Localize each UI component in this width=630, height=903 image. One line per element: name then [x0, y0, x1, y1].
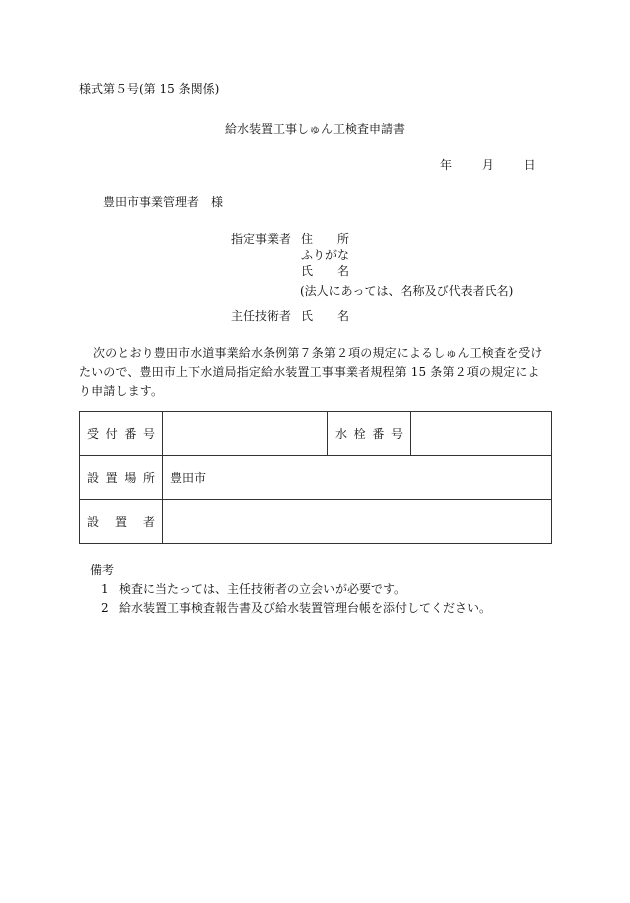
applicant-block: [231, 231, 361, 279]
note-item: [90, 599, 491, 618]
applicant-role: 指定事業者: [231, 232, 292, 246]
furigana-label: ふりがな: [301, 248, 350, 262]
note-number: 1: [101, 582, 109, 596]
application-body-text: 次のとおり豊田市水道事業給水条例第７条第２項の規定によるしゅん工検査を受けたいので、豊田市上下水道局指定給水装置工事事業者規程第 15 条第２項の規定により申請します。: [79, 346, 543, 398]
document-title: 給水装置工事しゅん工検査申請書: [224, 122, 405, 136]
date-month: 月: [481, 158, 494, 172]
addressee: 豊田市事業管理者 様: [103, 195, 224, 209]
date-line: [440, 156, 536, 173]
form-number: 様式第５号(第 15 条関係): [79, 82, 220, 96]
engineer-role: 主任技術者: [231, 309, 292, 323]
hydrant-number-label: 水栓番号: [328, 412, 411, 456]
installation-location-label: 設置場所: [80, 456, 163, 500]
receipt-number-field[interactable]: [163, 412, 328, 456]
corporation-note: (法人にあっては、名称及び代表者氏名): [300, 284, 514, 298]
hydrant-number-field[interactable]: [411, 412, 552, 456]
applicant-name-label: 氏 名: [301, 264, 350, 278]
note-text: 給水装置工事検査報告書及び給水装置管理台帳を添付してください。: [119, 601, 492, 615]
table-row: [80, 500, 552, 544]
note-text: 検査に当たっては、主任技術者の立会いが必要です。: [119, 582, 407, 596]
date-year: 年: [440, 158, 453, 172]
installer-label: 設置者: [80, 500, 163, 544]
address-label: 住 所: [301, 232, 350, 246]
table-row: [80, 456, 552, 500]
engineer-name-label: 氏 名: [301, 309, 350, 323]
notes-section: [90, 561, 491, 618]
note-number: 2: [101, 601, 109, 615]
engineer-block: [231, 308, 361, 324]
table-row: [80, 412, 552, 456]
receipt-number-label: 受付番号: [80, 412, 163, 456]
installation-location-field[interactable]: 豊田市: [163, 456, 552, 500]
installer-field[interactable]: [163, 500, 552, 544]
date-day: 日: [523, 158, 536, 172]
notes-heading: 備考: [90, 563, 115, 577]
application-info-table: [79, 411, 552, 544]
note-item: [90, 580, 491, 599]
